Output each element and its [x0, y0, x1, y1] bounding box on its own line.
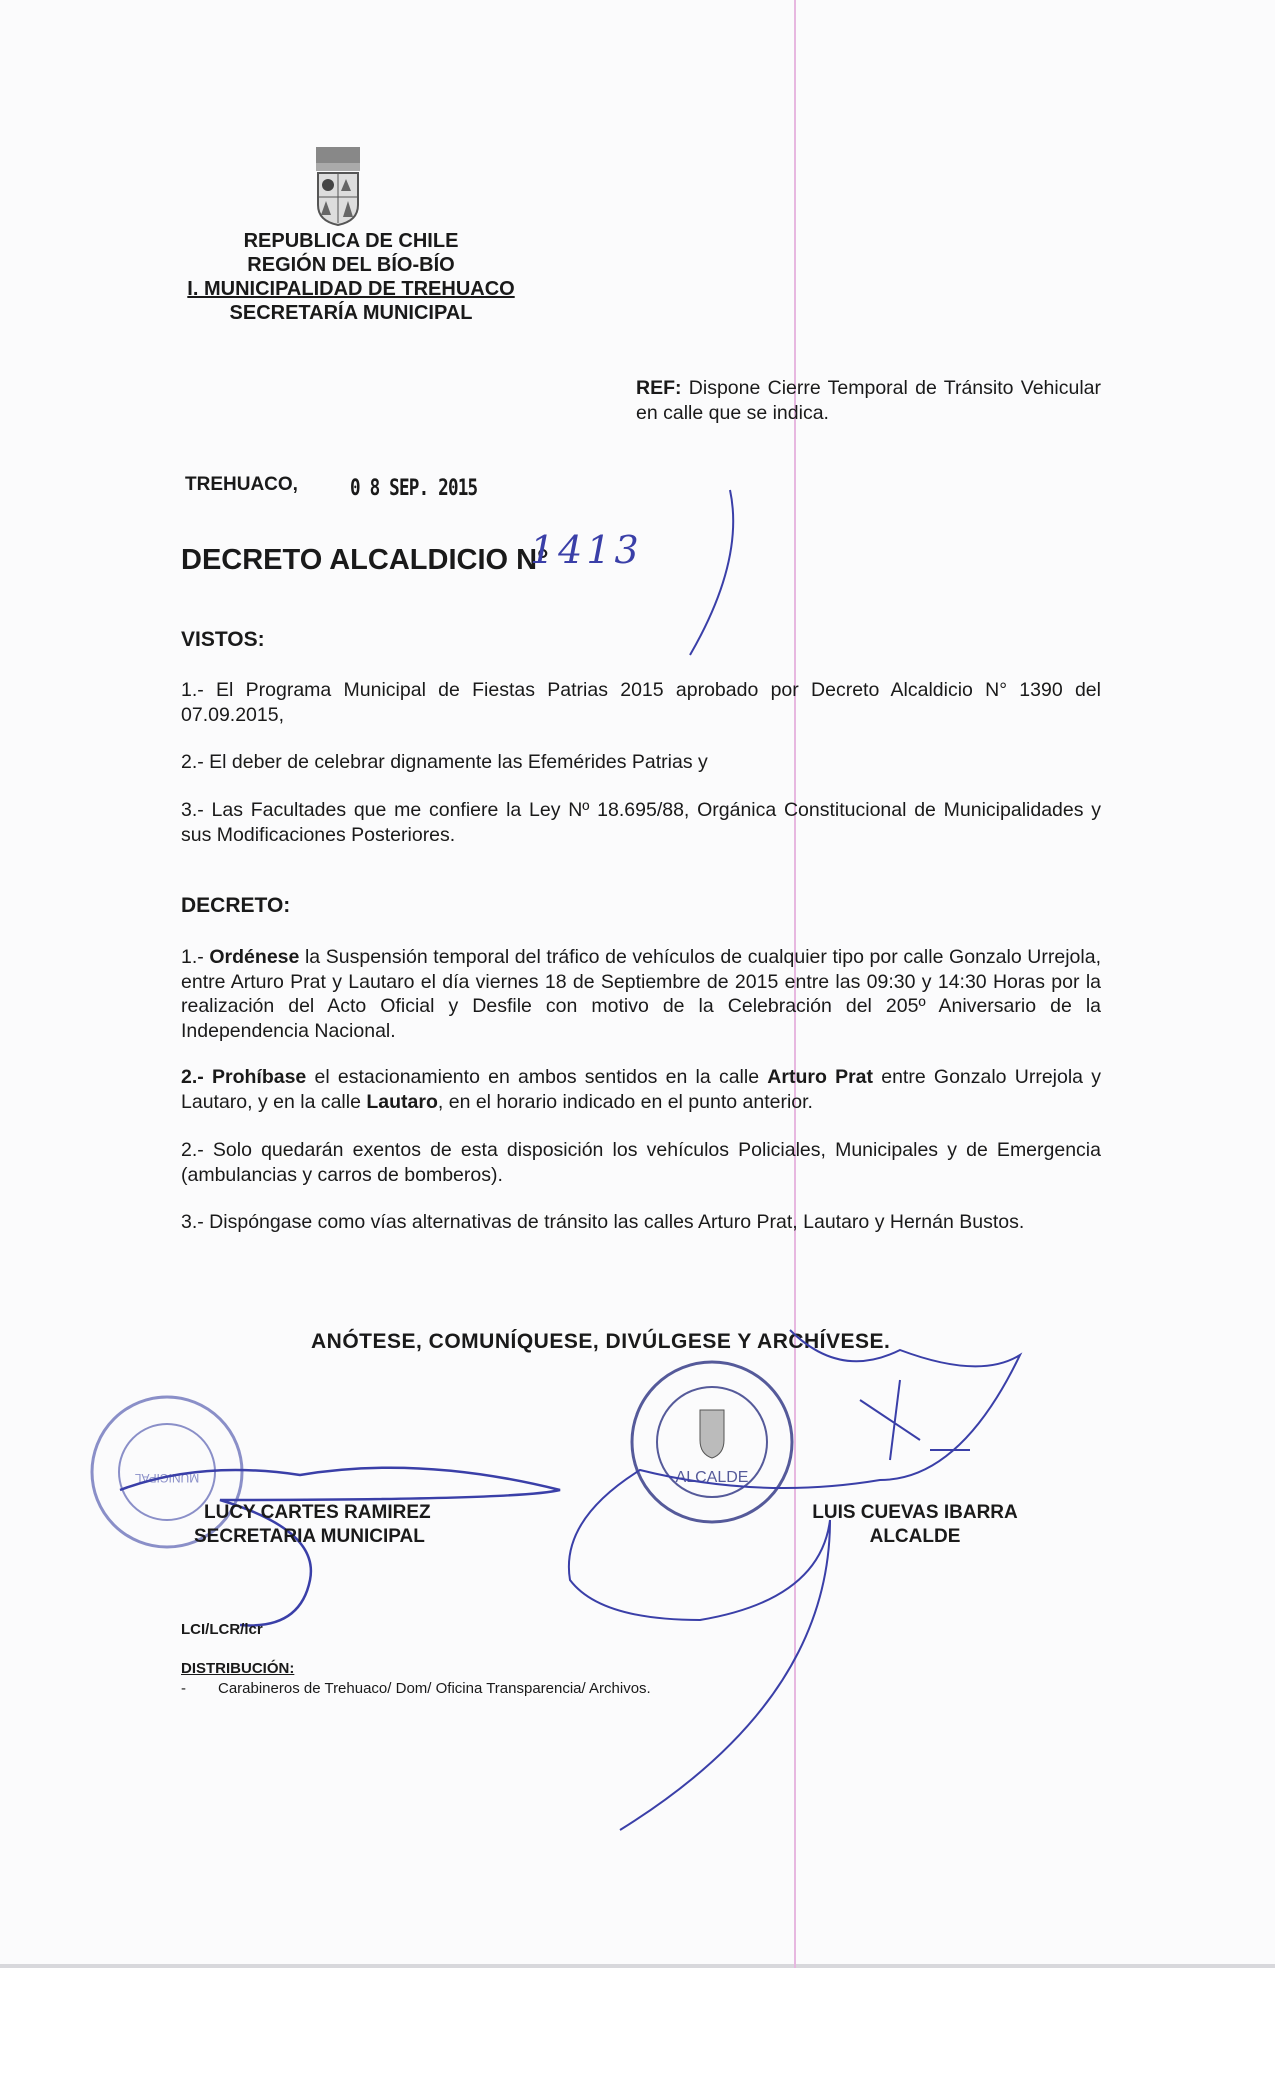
- item-text: entre Gonzalo Urrejola y Lautaro, y en la calle: [181, 1066, 1101, 1113]
- item-text: el estacionamiento en ambos sentidos en la calle: [306, 1066, 768, 1088]
- signer-role: ALCALDE: [869, 1526, 961, 1547]
- item-text: Solo quedarán exentos de esta disposición los vehículos Policiales, Municipales y de Emergencia (ambulancias y carros de bomberos).: [181, 1139, 1101, 1186]
- letterhead: [180, 229, 522, 325]
- secretary-signature-block: [180, 1501, 484, 1549]
- decreto-title: DECRETO:: [181, 894, 291, 917]
- ref-label: REF:: [636, 377, 682, 399]
- decreto-item: [181, 945, 1101, 1043]
- distribution-text: Carabineros de Trehuaco/ Dom/ Oficina Transparencia/ Archivos.: [218, 1680, 651, 1697]
- item-number: 2.-: [181, 1139, 204, 1161]
- place: TREHUACO,: [185, 474, 298, 495]
- letterhead-line: I. MUNICIPALIDAD DE TREHUACO: [187, 278, 515, 300]
- signer-role: SECRETARIA MUNICIPAL: [194, 1526, 425, 1547]
- decree-title: DECRETO ALCALDICIO N°: [181, 544, 549, 576]
- signer-name: LUCY CARTES RAMIREZ: [204, 1502, 431, 1523]
- decreto-item: [181, 1210, 1101, 1235]
- item-number: 2.-: [181, 1066, 204, 1088]
- mayor-stamp-icon: [625, 1355, 800, 1530]
- item-number: 3.-: [181, 1211, 204, 1233]
- letterhead-line: REGIÓN DEL BÍO-BÍO: [247, 254, 455, 276]
- decreto-item: [181, 1138, 1101, 1187]
- item-number: 1.-: [181, 946, 204, 968]
- reference: [636, 376, 1101, 425]
- vistos-title: VISTOS:: [181, 628, 265, 651]
- decreto-item: [181, 1065, 1101, 1114]
- vistos-item: 1.- El Programa Municipal de Fiestas Patrias 2015 aprobado por Decreto Alcaldicio N° 1390 del 07.09.2015,: [181, 679, 1101, 726]
- signer-name: LUIS CUEVAS IBARRA: [812, 1502, 1018, 1523]
- item-text: , en el horario indicado en el punto anterior.: [437, 1090, 813, 1113]
- letterhead-line: REPUBLICA DE CHILE: [243, 230, 459, 252]
- mayor-signature-block: [800, 1501, 1030, 1549]
- ref-text: Dispone Cierre Temporal de Tránsito Vehicular en calle que se indica.: [636, 377, 1101, 424]
- date-stamp: 0 8 SEP. 2015: [350, 476, 478, 501]
- svg-text:ALCALDE: ALCALDE: [675, 1469, 749, 1486]
- vistos-item: 2.- El deber de celebrar dignamente las Efemérides Patrias y: [181, 751, 708, 773]
- letterhead-line: SECRETARÍA MUNICIPAL: [229, 302, 473, 324]
- item-text: la Suspensión temporal del tráfico de vehículos de cualquier tipo por calle Gonzalo Urrejola, entre Arturo Prat y Lautaro el día viernes 18 de Septiembre de 2015 entre las 09:30 y 14:30 Horas por la realización del Acto Oficial y Desfile con motivo de la Celebración del 205º Aniversario de la Independencia Nacional.: [181, 946, 1101, 1042]
- item-verb: Prohíbase: [212, 1066, 307, 1088]
- item-street: Arturo Prat: [767, 1066, 874, 1088]
- decree-number-handwritten: 1413: [530, 528, 643, 572]
- initials: LCI/LCR/lcr: [181, 1621, 263, 1638]
- svg-text:MUNICIPAL: MUNICIPAL: [134, 1471, 200, 1485]
- item-verb: Ordénese: [209, 946, 300, 968]
- item-street: Lautaro: [366, 1090, 438, 1113]
- municipal-crest-icon: [312, 145, 364, 227]
- distribution-item: - Carabineros de Trehuaco/ Dom/ Oficina Transparencia/ Archivos.: [181, 1680, 651, 1697]
- item-text: Dispóngase como vías alternativas de tránsito las calles Arturo Prat, Lautaro y Hernán Bustos.: [203, 1211, 1025, 1233]
- distribution-title: DISTRIBUCIÓN:: [181, 1660, 295, 1677]
- vistos-item: 3.- Las Facultades que me confiere la Ley Nº 18.695/88, Orgánica Constitucional de Municipalidades y sus Modificaciones Posteriores.: [181, 799, 1101, 846]
- closing-formula: ANÓTESE, COMUNÍQUESE, DIVÚLGESE Y ARCHÍVESE.: [311, 1330, 891, 1353]
